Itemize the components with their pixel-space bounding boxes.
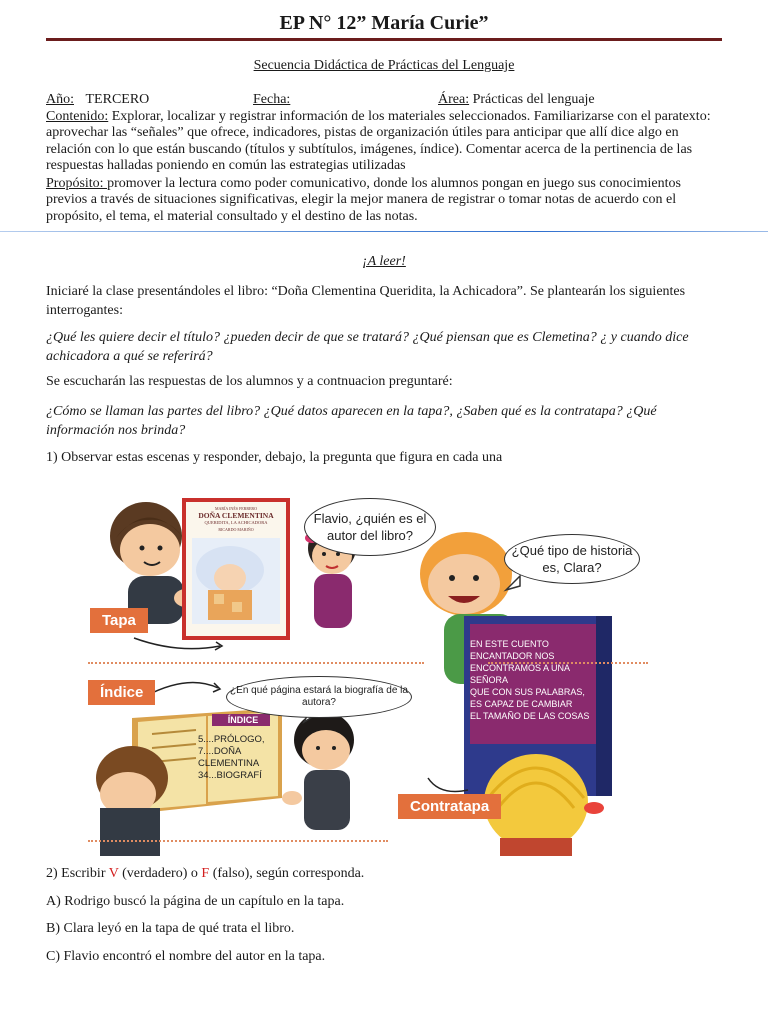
back-cover-line: QUE CON SUS PALABRAS, [470,687,585,697]
back-cover-line: ENCONTRAMOS A UNA [470,663,571,673]
proposito-paragraph [46,176,722,225]
book-cover-author: RICARDO MARIÑO [218,527,254,532]
page-title: EP N° 12” María Curie” [279,12,489,34]
area-label: Área: [438,92,470,107]
back-cover-line: ES CAPAZ DE CAMBIAR [470,699,573,709]
exercise-2-instruction [46,866,722,882]
statement-a: A) Rodrigo buscó la página de un capítulo en la tapa. [46,894,345,909]
answer-line-3 [88,840,388,842]
back-cover-line: ENCANTADOR NOS [470,651,555,661]
label-contratapa: Contratapa [398,794,501,819]
false-letter: F [201,866,210,881]
answer-line-2 [488,662,648,664]
area-field [438,92,595,108]
index-header: ÍNDICE [227,715,259,725]
answer-line-1 [88,662,424,664]
anio-value: TERCERO [85,92,150,107]
exercise-1-instruction: 1) Observar estas escenas y responder, debajo, la pregunta que figura en cada una [46,450,503,465]
back-cover-text [470,638,602,722]
section-divider [0,231,768,232]
contenido-text: Explorar, localizar y registrar información de los materiales seleccionados. Familiarizarse con el paratexto: aprovechar las “señales” que ofrece, indicadores, pistas de organización útiles para anticipar que allí dice algo en relación con lo que están buscando (títulos y subtítulos, imágenes, índice). Comentar acerca de la pertinencia de las respuestas halladas poniendo en común las estrategias utilizadas [46,109,711,173]
speech-bubble-story: ¿Qué tipo de historia es, Clara? [504,534,640,584]
exercise-2-text: (falso), según corresponda. [209,866,365,881]
exercise-2-text: 2) Escribir [46,866,109,881]
index-line: CLEMENTINA [198,758,260,769]
info-row [46,92,722,108]
statement-b: B) Clara leyó en la tapa de qué trata el libro. [46,921,295,936]
index-line: 34...BIOGRAFÍ [198,770,262,781]
illustration-scene [68,478,660,856]
book-cover-text [186,506,286,532]
proposito-text: promover la lectura como poder comunicativo, donde los alumnos pongan en juego sus conocimientos previos a través de situaciones significativas, elegir la mejor manera de registrar o tomar notas de acuerdo con el propósito, el tema, el material consultado y el destino de las notas. [46,176,681,224]
index-line: 5....PRÓLOGO, [198,734,265,745]
questions-2: ¿Cómo se llaman las partes del libro? ¿Qué datos aparecen en la tapa?, ¿Saben qué es la contratapa? ¿Qué información nos brinda? [46,404,657,438]
true-letter: V [108,866,119,881]
label-tapa: Tapa [90,608,148,633]
exercise-2-text: (verdadero) o [118,866,202,881]
label-indice: Índice [88,680,155,705]
document-subtitle: Secuencia Didáctica de Prácticas del Lenguaje [253,58,515,73]
book-cover-title: DOÑA CLEMENTINA [198,511,274,520]
a-leer-heading: ¡A leer! [362,254,406,269]
contenido-label: Contenido: [46,109,109,124]
index-line: 7....DOÑA [198,746,242,757]
speech-bubble-author: Flavio, ¿quién es el autor del libro? [304,498,436,556]
intro-paragraph: Iniciaré la clase presentándoles el libro: “Doña Clementina Queridita, la Achicadora”. Se plantearán los siguientes interrogantes: [46,284,686,318]
index-list [198,734,282,782]
contenido-paragraph [46,109,722,174]
back-cover-line: SEÑORA [470,675,509,685]
back-cover-line: EN ESTE CUENTO [470,639,549,649]
speech-bubble-biography: ¿En qué página estará la biografía de la autora? [226,676,412,718]
questions-1: ¿Qué les quiere decir el título? ¿pueden decir de que se tratará? ¿Qué piensan que es Clemetina? ¿ y cuando dice achicadora a qué se referirá? [46,330,689,364]
proposito-label: Propósito: [46,176,108,191]
statement-c: C) Flavio encontró el nombre del autor en la tapa. [46,949,326,964]
boy-bottom-middle-figure [282,712,354,830]
anio-label: Año: [46,92,74,107]
book-cover-top: MARÍA INÉS FERRERO [214,506,257,511]
title-divider [46,38,722,41]
area-value: Prácticas del lenguaje [472,92,595,107]
intro-paragraph-2: Se escucharán las respuestas de los alumnos y a contnuacion preguntaré: [46,374,453,389]
back-cover-line: EL TAMAÑO DE LAS COSAS [470,711,590,721]
book-cover-subtitle: QUERIDITA, LA ACHICADORA [204,520,268,525]
fecha-label: Fecha: [253,92,291,107]
